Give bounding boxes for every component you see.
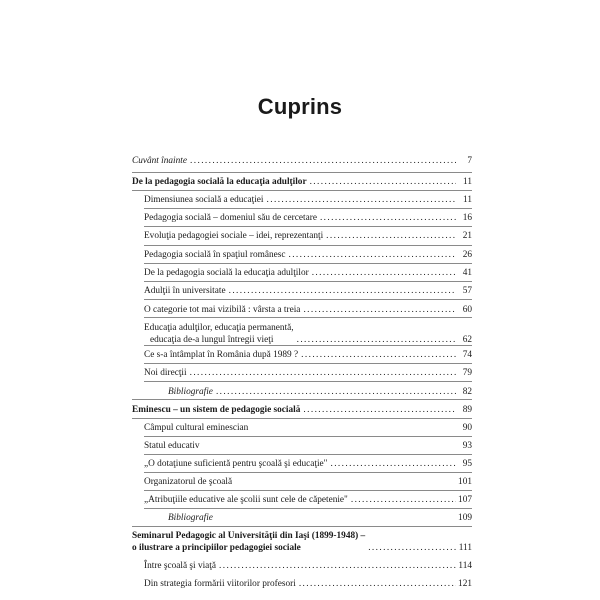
toc-entry-label: Dimensiunea socială a educaţiei <box>144 195 264 205</box>
toc-entry <box>144 322 472 346</box>
toc-entry <box>132 458 472 470</box>
divider <box>144 363 472 364</box>
toc-entry-label: Cuvânt înainte <box>132 156 188 167</box>
divider <box>144 245 472 246</box>
toc-entry-label: Statul educativ <box>144 440 200 451</box>
toc-entry <box>132 494 472 506</box>
toc-entry-page: 11 <box>463 195 472 205</box>
toc-entry <box>132 230 472 242</box>
divider <box>144 345 472 346</box>
toc-entry-page: 114 <box>458 560 472 571</box>
toc-entry <box>132 267 472 279</box>
leader-dots <box>229 285 456 297</box>
divider <box>144 226 472 227</box>
toc-entry <box>132 367 472 379</box>
toc-entry <box>132 285 472 297</box>
toc-entry-page: 121 <box>458 579 472 589</box>
toc-entry <box>132 249 472 261</box>
toc-entry-page: 107 <box>458 495 472 506</box>
toc-entry-label: Din strategia formării viitorilor profesori <box>144 579 296 589</box>
toc-entry-page: 82 <box>462 386 472 397</box>
toc-entry-page: 41 <box>462 268 472 279</box>
toc-entry-label: Adulţii în universitate <box>144 286 226 297</box>
toc-entry-label: Organizatorul de şcoală <box>144 477 233 488</box>
divider <box>144 454 472 455</box>
toc-entry <box>132 476 472 488</box>
toc-entry-label: Evoluţia pedagogiei sociale – idei, reprezentanţi <box>144 231 324 242</box>
leader-dots <box>326 230 456 242</box>
toc-entry-page: 21 <box>462 231 472 242</box>
leader-dots <box>267 194 456 206</box>
toc-entry-page: 79 <box>462 368 472 379</box>
toc-entry-label: O categorie tot mai vizibilă : vârsta a treia <box>144 304 301 315</box>
toc-chapter-3 <box>132 530 472 554</box>
toc-entry-page: 26 <box>462 250 472 261</box>
leader-dots <box>219 560 456 572</box>
leader-dots <box>312 267 456 279</box>
leader-dots <box>368 542 456 554</box>
divider <box>144 281 472 282</box>
page-title: Cuprins <box>257 94 343 119</box>
toc-entry-label: De la pedagogia socială la educaţia adulţilor <box>144 268 309 279</box>
leader-dots <box>320 212 456 224</box>
leader-dots <box>216 386 456 398</box>
toc-entry-bibliography <box>168 386 472 398</box>
leader-dots <box>303 304 456 316</box>
leader-dots <box>190 155 456 167</box>
divider <box>144 208 472 209</box>
divider <box>132 399 472 400</box>
toc-entry <box>132 422 472 434</box>
toc-entry <box>132 304 472 316</box>
toc-entry-bibliography <box>168 512 472 524</box>
toc-entry-label: Între şcoală şi viaţă <box>144 560 217 571</box>
toc-entry-page: 57 <box>462 286 472 297</box>
toc-entry-label: Câmpul cultural eminescian <box>144 422 249 433</box>
toc-entry-page: 111 <box>458 542 472 553</box>
toc-entry-label: Noi direcţii <box>144 368 187 379</box>
toc-entry-page: 60 <box>462 304 472 315</box>
divider <box>132 172 472 173</box>
toc-entry-page: 7 <box>467 156 472 167</box>
toc-entry <box>132 440 472 452</box>
divider <box>144 472 472 473</box>
toc-chapter-1 <box>132 176 472 188</box>
toc-entry-label: „O dotaţiune suficientă pentru şcoală şi educaţie" <box>144 459 328 470</box>
divider <box>132 190 472 191</box>
toc-entry-page: 89 <box>462 404 472 415</box>
toc-entry-label: De la pedagogia socială la educaţia adulţilor <box>132 176 307 187</box>
toc-entry-label-line2: educaţia de-a lungul întregii vieţi <box>150 334 274 345</box>
divider <box>132 418 472 419</box>
toc-entry-page: 90 <box>462 422 472 433</box>
divider <box>132 526 472 527</box>
toc-entry-page: 101 <box>458 477 472 488</box>
toc-entry-label: „Atribuţiile educative ale şcolii sunt cele de căpetenie" <box>144 495 348 506</box>
toc-entry-foreword <box>132 155 472 167</box>
leader-dots <box>288 249 456 261</box>
leader-dots <box>299 578 456 590</box>
leader-dots <box>330 458 456 470</box>
divider <box>144 317 472 318</box>
leader-dots <box>190 367 456 379</box>
leader-dots <box>297 334 456 346</box>
toc-entry-label-line2: o ilustrare a principiilor pedagogiei sociale <box>132 542 301 553</box>
leader-dots <box>301 349 456 361</box>
leader-dots <box>351 494 456 506</box>
toc-entry-label: Pedagogia socială – domeniul său de cercetare <box>144 213 317 224</box>
toc-entry-page: 62 <box>462 334 472 345</box>
toc-entry <box>132 560 472 572</box>
divider <box>144 436 472 437</box>
toc-entry-label: Eminescu – un sistem de pedagogie socială <box>132 404 301 415</box>
toc-entry-page: 16 <box>462 213 472 224</box>
toc-entry-label <box>132 530 365 554</box>
toc-entry-page: 93 <box>462 440 472 451</box>
toc-entry-label: Bibliografie <box>168 386 213 397</box>
toc-entry <box>132 578 472 590</box>
toc-entry-label <box>144 322 294 346</box>
toc-entry-label: Pedagogia socială în spaţiul românesc <box>144 250 286 261</box>
divider <box>144 508 472 509</box>
divider <box>144 490 472 491</box>
divider <box>144 381 472 382</box>
toc-entry-page: 11 <box>463 176 472 187</box>
divider <box>144 299 472 300</box>
divider <box>144 263 472 264</box>
leader-dots <box>310 176 456 188</box>
toc-entry-page: 109 <box>458 513 472 524</box>
toc-entry-label-line1: Educaţia adulţilor, educaţia permanentă, <box>144 322 294 333</box>
leader-dots <box>303 404 456 416</box>
toc-entry-page: 95 <box>462 459 472 470</box>
toc-entry <box>132 212 472 224</box>
toc-entry-page: 74 <box>462 350 472 361</box>
toc-chapter-2 <box>132 404 472 416</box>
toc-entry-label-line1: Seminarul Pedagogic al Universităţii din Iaşi (1899-1948) – <box>132 530 366 541</box>
toc-entry-label: Bibliografie <box>168 513 213 524</box>
toc-entry <box>132 349 472 361</box>
toc-entry <box>132 194 472 206</box>
toc-entry-label: Ce s-a întâmplat în România după 1989 ? <box>144 350 299 361</box>
